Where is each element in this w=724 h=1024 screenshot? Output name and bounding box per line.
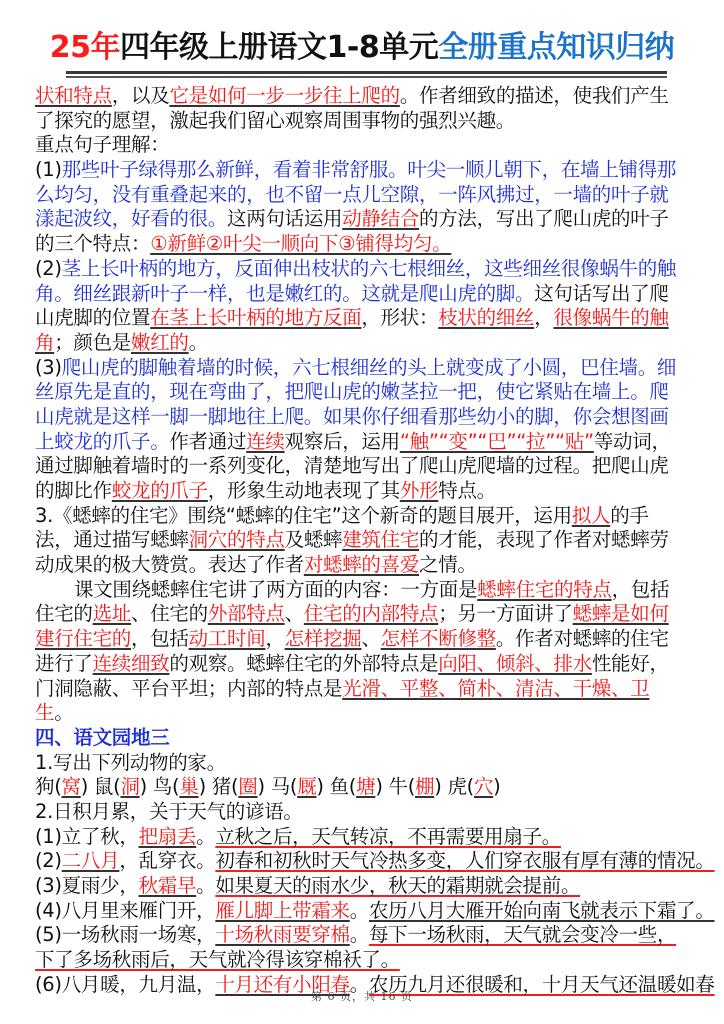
text-segment: 。 bbox=[196, 824, 216, 848]
text-segment: 1.写出下列动物的家。 bbox=[35, 750, 226, 774]
key-point-highlight: 连续细致 bbox=[92, 651, 170, 675]
text-line bbox=[35, 430, 695, 455]
text-line bbox=[35, 553, 695, 578]
explanation-underlined: 每下一场秋雨，天气就会变冷一些， bbox=[368, 923, 677, 947]
quoted-sentence: 么均匀，没有重叠起来的，也不留一点儿空隙，一阵风拂过，一墙的叶子就 bbox=[35, 182, 669, 206]
text-segment: 重点句子理解： bbox=[35, 133, 170, 157]
text-segment: 、住宅的 bbox=[131, 602, 208, 626]
key-point-highlight: “触”“变”“巴”“拉”“贴” bbox=[399, 429, 594, 453]
text-line bbox=[35, 948, 695, 973]
text-segment: 动成果的极大赞赏。表达了作者 bbox=[35, 553, 304, 577]
text-line bbox=[35, 183, 695, 208]
text-line bbox=[35, 602, 695, 627]
text-line bbox=[35, 257, 695, 282]
text-line bbox=[35, 133, 695, 158]
text-segment: ，以及 bbox=[111, 84, 170, 107]
text-segment: (1) bbox=[35, 158, 62, 182]
explanation-underlined: 立秋之后，天气转凉，不再需要用扇子。 bbox=[215, 824, 561, 848]
text-line bbox=[35, 677, 695, 702]
key-point-highlight: 住宅的内部特点 bbox=[303, 602, 439, 626]
text-segment: 这两句话运用 bbox=[227, 207, 343, 231]
text-segment: 、 bbox=[284, 602, 304, 626]
text-segment: 。作者对蟋蟀的住宅 bbox=[495, 627, 669, 651]
text-segment: 性能好， bbox=[591, 651, 669, 675]
key-point-highlight: 角 bbox=[35, 330, 55, 354]
key-point-highlight: 很像蜗牛的触 bbox=[553, 306, 669, 330]
key-point-highlight: 洞 bbox=[120, 775, 140, 799]
text-segment: 。 bbox=[188, 330, 208, 354]
title-year: 25年 bbox=[49, 30, 121, 65]
text-segment: 特点。 bbox=[438, 479, 496, 502]
text-line bbox=[35, 652, 695, 677]
text-line bbox=[35, 306, 695, 331]
title-topic: 全册重点知识归纳 bbox=[438, 30, 675, 65]
text-segment: 3.《蟋蟀的住宅》围绕“蟋蟀的住宅”这个新奇的题目展开，运用 bbox=[35, 503, 572, 527]
text-segment: 之情。 bbox=[419, 553, 477, 577]
text-line bbox=[35, 454, 695, 479]
text-segment: 门洞隐蔽、平台平坦；内部的特点是 bbox=[35, 676, 343, 700]
explanation-underlined: 初春和初秋时天气冷热多变，人们穿衣服有厚有薄的情况。 bbox=[215, 849, 715, 873]
text-segment: ) 虎( bbox=[434, 775, 474, 799]
quoted-sentence: 角。细丝跟新叶子一样，也是嫩红的。这就是爬山虎的脚。 bbox=[35, 281, 535, 305]
text-line bbox=[35, 380, 695, 405]
key-point-highlight: 十月还有小阳春 bbox=[215, 972, 350, 996]
key-point-highlight: 光滑、平整、简朴、清洁、干燥、卫 bbox=[342, 676, 650, 700]
text-segment: 。 bbox=[349, 972, 369, 996]
text-line bbox=[35, 356, 695, 381]
title-divider-top bbox=[66, 71, 667, 74]
text-segment: ) 鸟( bbox=[139, 775, 180, 799]
text-segment: 这句话写出了爬 bbox=[534, 281, 669, 305]
text-segment: (3)夏雨少， bbox=[35, 874, 139, 897]
text-segment: 课文围绕蟋蟀住宅讲了两方面的内容：一方面是 bbox=[74, 577, 478, 601]
text-segment: 观察后，运用 bbox=[284, 429, 400, 453]
text-segment: 通过脚触着墙时的一系列变化，清楚地写出了爬山虎爬墙的过程。把爬山虎 bbox=[35, 454, 669, 478]
text-segment: ，包括 bbox=[611, 577, 670, 601]
text-line bbox=[35, 109, 695, 134]
key-point-highlight: 雁儿脚上带霜来 bbox=[215, 898, 350, 922]
key-point-highlight: 动静结合 bbox=[342, 207, 420, 231]
text-segment: 山虎脚的位置 bbox=[35, 306, 151, 330]
key-point-highlight: 向阳、倾斜、排水 bbox=[438, 651, 592, 675]
key-point-highlight: 外部特点 bbox=[207, 602, 285, 626]
quoted-sentence: 那些叶子绿得那么新鲜，看着非常舒服。叶尖一顺儿朝下，在墙上铺得那 bbox=[61, 158, 677, 182]
key-point-highlight: 嫩红的 bbox=[131, 330, 189, 354]
text-segment: 的手 bbox=[610, 503, 649, 527]
text-line bbox=[35, 578, 695, 603]
text-segment: 的才能，表现了作者对蟋蟀劳 bbox=[419, 528, 669, 552]
text-line bbox=[35, 701, 695, 726]
text-line bbox=[35, 528, 695, 553]
quoted-sentence: 爬山虎的脚触着墙的时候，六七根细丝的头上就变成了小圆，巴住墙。细 bbox=[61, 355, 677, 379]
explanation-underlined: 如果夏天的雨水少，秋天的霜期就会提前。 bbox=[215, 874, 581, 897]
text-segment: 。 bbox=[349, 898, 369, 922]
text-segment: ， bbox=[534, 306, 554, 330]
key-point-highlight: 怎样不断修整 bbox=[380, 627, 496, 651]
text-segment: ) 猪( bbox=[198, 775, 239, 799]
key-point-highlight: ①新鲜②叶尖一顺向下③铺得均匀。 bbox=[150, 232, 452, 256]
key-point-highlight: 生 bbox=[35, 701, 55, 725]
text-line bbox=[35, 923, 695, 948]
key-point-highlight: 拟人 bbox=[571, 503, 611, 527]
text-line bbox=[35, 751, 695, 776]
text-segment: (6)八月暖，九月温， bbox=[35, 972, 216, 996]
key-point-highlight: 窝 bbox=[61, 775, 81, 799]
text-segment: ，包括 bbox=[131, 627, 189, 651]
text-segment: 的方法，写出了爬山虎的叶子 bbox=[419, 207, 669, 231]
text-segment: (2) bbox=[35, 849, 62, 873]
key-point-highlight: 对蟋蟀的喜爱 bbox=[303, 553, 420, 577]
text-segment: 进行了 bbox=[35, 651, 93, 675]
key-point-highlight: 连续 bbox=[246, 429, 285, 453]
key-point-highlight: 圈 bbox=[238, 775, 258, 799]
text-line bbox=[35, 849, 715, 874]
text-segment: 法，通过描写蟋蟀 bbox=[35, 528, 189, 552]
key-point-highlight: 怎样挖掘 bbox=[284, 627, 362, 651]
text-segment: 。 bbox=[349, 923, 369, 947]
text-line bbox=[35, 504, 695, 529]
text-segment: 住宅的 bbox=[35, 602, 93, 626]
explanation-underlined: 下了多场秋雨后，天气就冷得该穿棉袄了。 bbox=[35, 948, 400, 972]
text-segment: 的三个特点： bbox=[35, 232, 151, 256]
text-segment: ，形状： bbox=[361, 306, 439, 330]
text-line bbox=[35, 84, 695, 109]
key-point-highlight: 动工时间 bbox=[188, 627, 266, 651]
key-point-highlight: 穴 bbox=[473, 775, 494, 799]
quoted-sentence: 上蛟龙的爪子。 bbox=[35, 429, 170, 453]
text-line bbox=[35, 627, 695, 652]
text-line bbox=[35, 726, 695, 751]
text-segment: 及蟋蟀 bbox=[284, 528, 343, 552]
explanation-underlined: 农历八月大雁开始向南飞就表示下霜了。 bbox=[368, 898, 715, 922]
text-line bbox=[35, 874, 695, 899]
key-point-highlight: 枝状的细丝 bbox=[438, 306, 535, 330]
text-segment: ，乱穿衣。 bbox=[119, 849, 216, 873]
text-segment: 。作者细致的描述，使我们产生 bbox=[399, 84, 669, 107]
text-line bbox=[35, 232, 695, 257]
page-number: 第 6 页，共 16 页 bbox=[311, 990, 413, 1003]
quoted-sentence: 茎上长叶柄的地方，反面伸出枝状的六七根细丝，这些细丝很像蜗牛的触 bbox=[61, 256, 677, 280]
text-segment: 、 bbox=[361, 627, 381, 651]
key-point-highlight: 蟋蟀住宅的特点 bbox=[477, 577, 612, 601]
text-line bbox=[35, 898, 715, 924]
text-segment: ) 鱼( bbox=[316, 775, 357, 799]
key-point-highlight: 十场秋雨要穿棉 bbox=[215, 923, 350, 947]
text-segment: ，形象生动地表现了其 bbox=[207, 479, 400, 502]
key-point-highlight: 蛟龙的爪子 bbox=[111, 479, 208, 502]
text-segment: 的脚比作 bbox=[35, 479, 112, 502]
key-point-highlight: 蟋蟀是如何 bbox=[572, 602, 669, 626]
text-segment: (3) bbox=[35, 355, 62, 379]
key-point-highlight: 建行住宅的 bbox=[35, 627, 132, 651]
text-line bbox=[35, 331, 695, 356]
explanation-underlined: 农历九月还很暖和，十月天气还温暖如春 bbox=[368, 972, 715, 996]
text-segment: ) bbox=[493, 775, 501, 799]
key-point-highlight: 巢 bbox=[179, 775, 199, 799]
key-point-highlight: 二八月 bbox=[61, 849, 120, 873]
text-segment: 等动词， bbox=[593, 429, 671, 453]
key-point-highlight: 建筑住宅 bbox=[342, 528, 420, 552]
key-point-highlight: 在茎上长叶柄的地方反面 bbox=[150, 306, 362, 330]
page-title bbox=[0, 28, 724, 68]
key-point-highlight: 厩 bbox=[297, 775, 317, 799]
key-point-highlight: 秋霜早 bbox=[138, 874, 197, 897]
text-line bbox=[35, 825, 695, 850]
key-point-highlight: 它是如何一步一步往上爬的 bbox=[169, 84, 400, 107]
text-line bbox=[35, 282, 695, 307]
text-segment: (2) bbox=[35, 256, 62, 280]
text-segment: 狗( bbox=[35, 775, 62, 799]
quoted-sentence: 丝原先是直的，现在弯曲了，把爬山虎的嫩茎拉一把，使它紧贴在墙上。爬 bbox=[35, 380, 669, 404]
text-line bbox=[35, 207, 695, 232]
key-point-highlight: 外形 bbox=[399, 479, 439, 502]
text-segment: ， bbox=[265, 627, 285, 651]
text-segment: 了探究的愿望，激起我们留心观察周围事物的强烈兴趣。 bbox=[35, 108, 516, 132]
text-segment: ) 马( bbox=[257, 775, 298, 799]
text-segment: (5)一场秋雨一场寒， bbox=[35, 923, 216, 947]
text-segment: 2.日积月累，关于天气的谚语。 bbox=[35, 799, 303, 823]
title-divider-bottom bbox=[66, 76, 667, 78]
text-line bbox=[35, 405, 695, 430]
title-subject: 四年级上册语文1-8单元 bbox=[120, 30, 439, 65]
key-point-highlight: 把扇丢 bbox=[138, 824, 197, 848]
text-line bbox=[35, 158, 695, 183]
key-point-highlight: 状和特点 bbox=[35, 84, 112, 107]
section-heading: 四、语文园地三 bbox=[35, 725, 170, 749]
text-segment: ) 牛( bbox=[375, 775, 416, 799]
key-point-highlight: 选址 bbox=[92, 602, 132, 626]
key-point-highlight: 塘 bbox=[356, 775, 376, 799]
quoted-sentence: 山虎就是这样一脚一脚地往上爬。如果你仔细看那些幼小的脚，你会想图画 bbox=[35, 404, 669, 428]
text-segment: ；颜色是 bbox=[54, 330, 132, 354]
text-line bbox=[35, 775, 695, 800]
text-segment: (4)八月里来雁门开， bbox=[35, 898, 216, 922]
document-body bbox=[35, 84, 715, 997]
text-segment: 。 bbox=[196, 874, 216, 897]
text-line bbox=[35, 479, 695, 504]
text-segment: (1)立了秋， bbox=[35, 824, 139, 848]
text-segment: 作者通过 bbox=[169, 429, 247, 453]
text-segment: 。 bbox=[54, 701, 74, 725]
text-segment: ；另一方面讲了 bbox=[438, 602, 573, 626]
text-line bbox=[35, 800, 695, 825]
key-point-highlight: 洞穴的特点 bbox=[188, 528, 285, 552]
quoted-sentence: 漾起波纹，好看的很。 bbox=[35, 207, 228, 231]
key-point-highlight: 棚 bbox=[415, 775, 435, 799]
text-segment: ) 鼠( bbox=[80, 775, 121, 799]
text-segment: 的观察。蟋蟀住宅的外部特点是 bbox=[169, 651, 439, 675]
